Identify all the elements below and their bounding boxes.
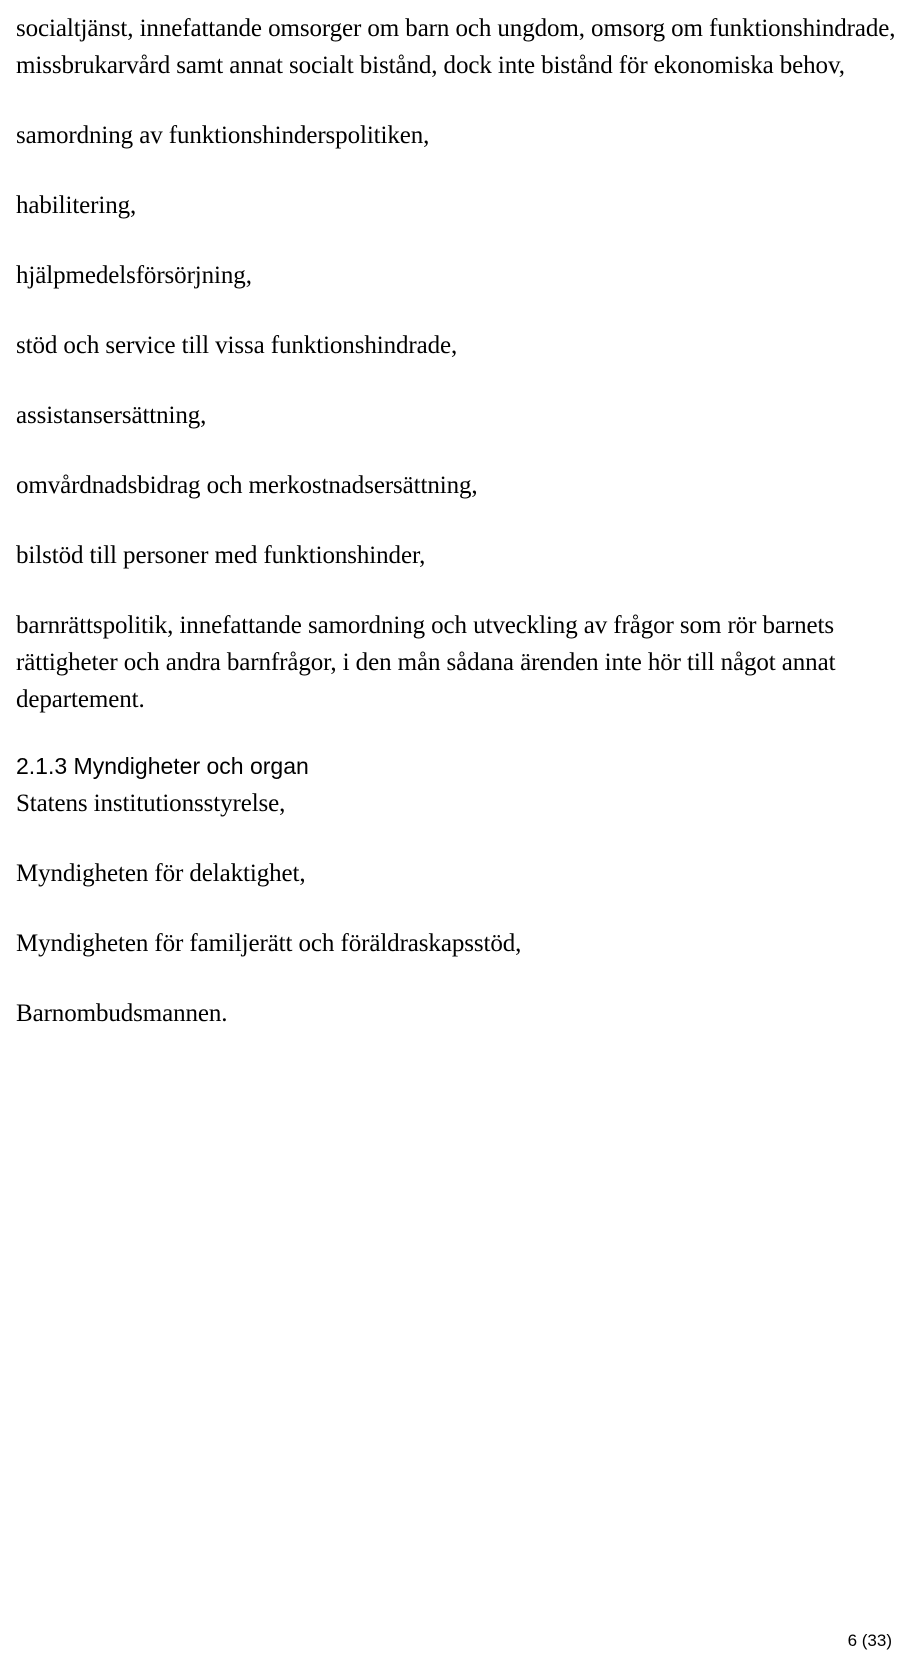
paragraph-care-allowance: omvårdnadsbidrag och merkostnadsersättning, — [16, 472, 478, 499]
paragraph-habilitation: habilitering, — [16, 192, 137, 219]
paragraph-disability-policy: samordning av funktionshinderspolitiken, — [16, 122, 430, 149]
agency-item: Myndigheten för familjerätt och föräldraskapsstöd, — [16, 930, 522, 957]
paragraph-support-service: stöd och service till vissa funktionshindrade, — [16, 332, 458, 359]
paragraph-social-services: socialtjänst, innefattande omsorger om barn och ungdom, omsorg om funktionshindrade, missbrukarvård samt annat socialt bistånd, dock inte bistånd för ekonomiska behov, — [16, 15, 896, 79]
section-heading: 2.1.3 Myndigheter och organ — [16, 753, 309, 779]
paragraph-car-support: bilstöd till personer med funktionshinder, — [16, 542, 426, 569]
paragraph-aids-provision: hjälpmedelsförsörjning, — [16, 262, 252, 289]
agency-item: Myndigheten för delaktighet, — [16, 860, 306, 887]
document-page — [16, 10, 900, 1065]
agency-item: Statens institutionsstyrelse, — [16, 790, 286, 817]
agency-item: Barnombudsmannen. — [16, 1000, 228, 1027]
paragraph-assistance-compensation: assistansersättning, — [16, 402, 207, 429]
page-number: 6 (33) — [847, 1631, 892, 1650]
paragraph-child-rights: barnrättspolitik, innefattande samordning och utveckling av frågor som rör barnets rättigheter och andra barnfrågor, i den mån sådana ärenden inte hör till något annat departement. — [16, 612, 836, 713]
